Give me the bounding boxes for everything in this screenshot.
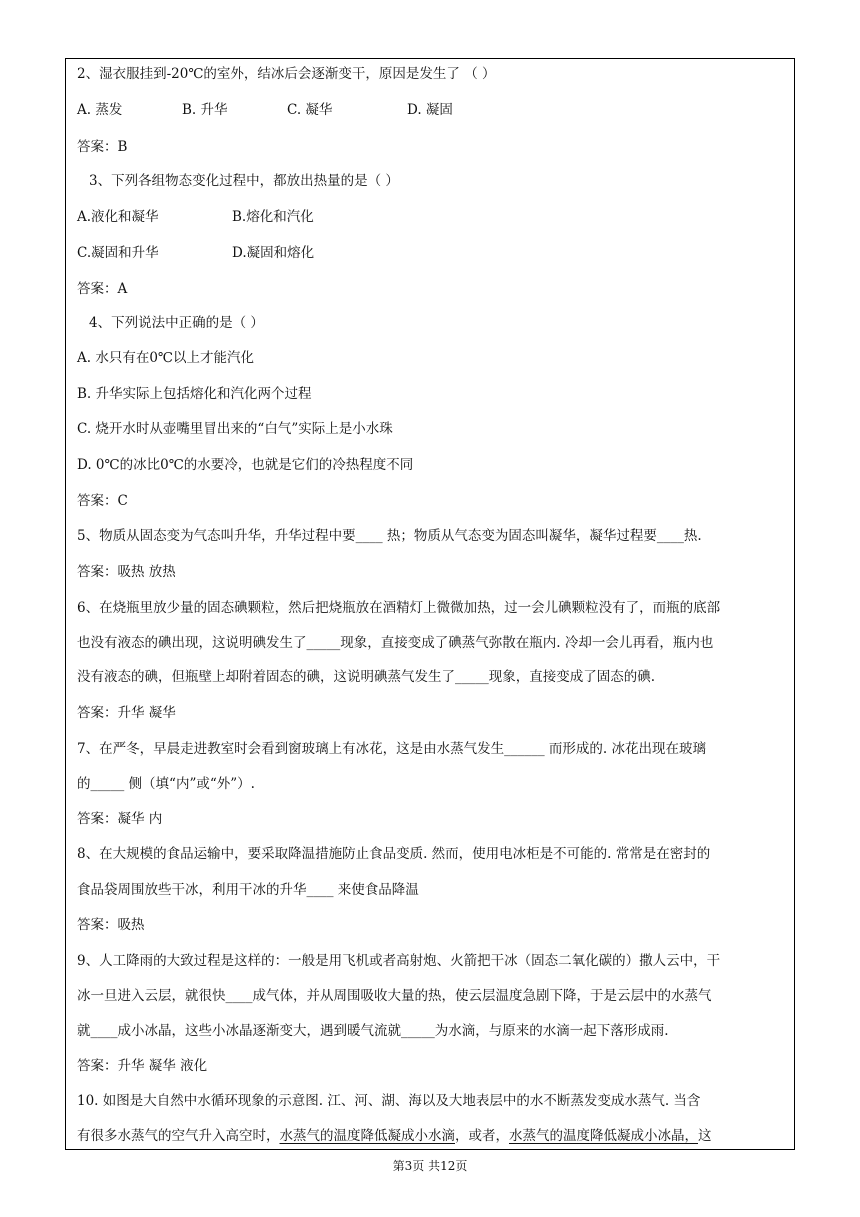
q2-answer: 答案：B xyxy=(77,139,128,155)
q4-option-b: B. 升华实际上包括熔化和汽化两个过程 xyxy=(77,386,312,402)
q8-line: 8、在大规模的食品运输中，要采取降温措施防止食品变质. 然而，使用电冰柜是不可能的. 常常是在密封的 xyxy=(77,846,711,862)
q6-answer: 答案：升华 凝华 xyxy=(77,705,176,721)
q6-line: 6、在烧瓶里放少量的固态碘颗粒，然后把烧瓶放在酒精灯上微微加热，过一会儿碘颗粒没有了，而瓶的底部 xyxy=(77,600,721,616)
q9-line: 就____成小冰晶，这些小冰晶逐渐变大，遇到暖气流就_____为水滴，与原来的水滴一起下落形成雨. xyxy=(77,1023,669,1039)
q4-option-a: A. 水只有在0℃以上才能汽化 xyxy=(77,350,255,366)
q4-option-d: D. 0℃的冰比0℃的水要冷，也就是它们的冷热程度不同 xyxy=(77,457,414,473)
q2-option-c: C. 凝华 xyxy=(287,102,333,118)
page-footer: 第3页 共12页 xyxy=(392,1159,468,1173)
q4-answer: 答案：C xyxy=(77,493,128,509)
q3-options-row2 xyxy=(77,244,786,262)
q3-option-b: B.熔化和汽化 xyxy=(232,209,314,225)
q10-line: 10. 如图是大自然中水循环现象的示意图. 江、河、湖、海以及大地表层中的水不断蒸发变成水蒸气. 当含 xyxy=(77,1093,701,1109)
q10-text: ，或者， xyxy=(455,1128,509,1144)
q3-options-row1 xyxy=(77,208,786,226)
q2-stem: 2、湿衣服挂到-20℃的室外，结冰后会逐渐变干，原因是发生了 （ ） xyxy=(77,66,496,82)
q2-option-d: D. 凝固 xyxy=(407,102,453,118)
q10-text: 有很多水蒸气的空气升入高空时， xyxy=(77,1128,280,1144)
q10-text: 这 xyxy=(698,1128,712,1144)
q5-stem: 5、物质从固态变为气态叫升华，升华过程中要____ 热；物质从气态变为固态叫凝华，凝华过程要____热. xyxy=(77,528,702,544)
q2-options xyxy=(77,101,786,119)
q9-line: 冰一旦进入云层，就很快____成气体，并从周围吸收大量的热，使云层温度急剧下降，于是云层中的水蒸气 xyxy=(77,988,712,1004)
q9-line: 9、人工降雨的大致过程是这样的：一般是用飞机或者高射炮、火箭把干冰（固态二氧化碳的）撒人云中，干 xyxy=(77,953,721,969)
q6-line: 也没有液态的碘出现，这说明碘发生了_____现象，直接变成了碘蒸气弥散在瓶内. 冷却一会儿再看，瓶内也 xyxy=(77,635,714,651)
q2-option-b: B. 升华 xyxy=(182,102,228,118)
q9-answer: 答案：升华 凝华 液化 xyxy=(77,1058,208,1074)
q7-answer: 答案：凝华 内 xyxy=(77,811,163,827)
q8-line: 食品袋周围放些干冰，利用干冰的升华____ 来使食品降温 xyxy=(77,882,419,898)
q4-option-c: C. 烧开水时从壶嘴里冒出来的“白气”实际上是小水珠 xyxy=(77,421,393,437)
q7-line: 的_____ 侧（填“内”或“外”）. xyxy=(77,776,255,792)
document-frame xyxy=(65,58,795,1150)
q10-underlined-text: 水蒸气的温度降低凝成小水滴 xyxy=(279,1128,455,1144)
q10-line xyxy=(77,1127,786,1145)
q3-stem: 3、下列各组物态变化过程中，都放出热量的是（ ） xyxy=(89,173,399,189)
q6-line: 没有液态的碘，但瓶壁上却附着固态的碘，这说明碘蒸气发生了_____现象，直接变成了固态的碘. xyxy=(77,669,656,685)
q3-option-d: D.凝固和熔化 xyxy=(232,245,315,261)
q5-answer: 答案：吸热 放热 xyxy=(77,564,176,580)
q2-option-a: A. 蒸发 xyxy=(77,102,123,118)
q3-answer: 答案：A xyxy=(77,281,128,297)
q4-stem: 4、下列说法中正确的是（ ） xyxy=(89,315,264,331)
q3-option-c: C.凝固和升华 xyxy=(77,245,159,261)
q8-answer: 答案：吸热 xyxy=(77,917,145,933)
q3-option-a: A.液化和凝华 xyxy=(77,209,159,225)
q7-line: 7、在严冬，早晨走进教室时会看到窗玻璃上有冰花，这是由水蒸气发生______ 而形成的. 冰花出现在玻璃 xyxy=(77,741,706,757)
q10-underlined-text: 水蒸气的温度降低凝成小冰晶， xyxy=(509,1128,698,1144)
